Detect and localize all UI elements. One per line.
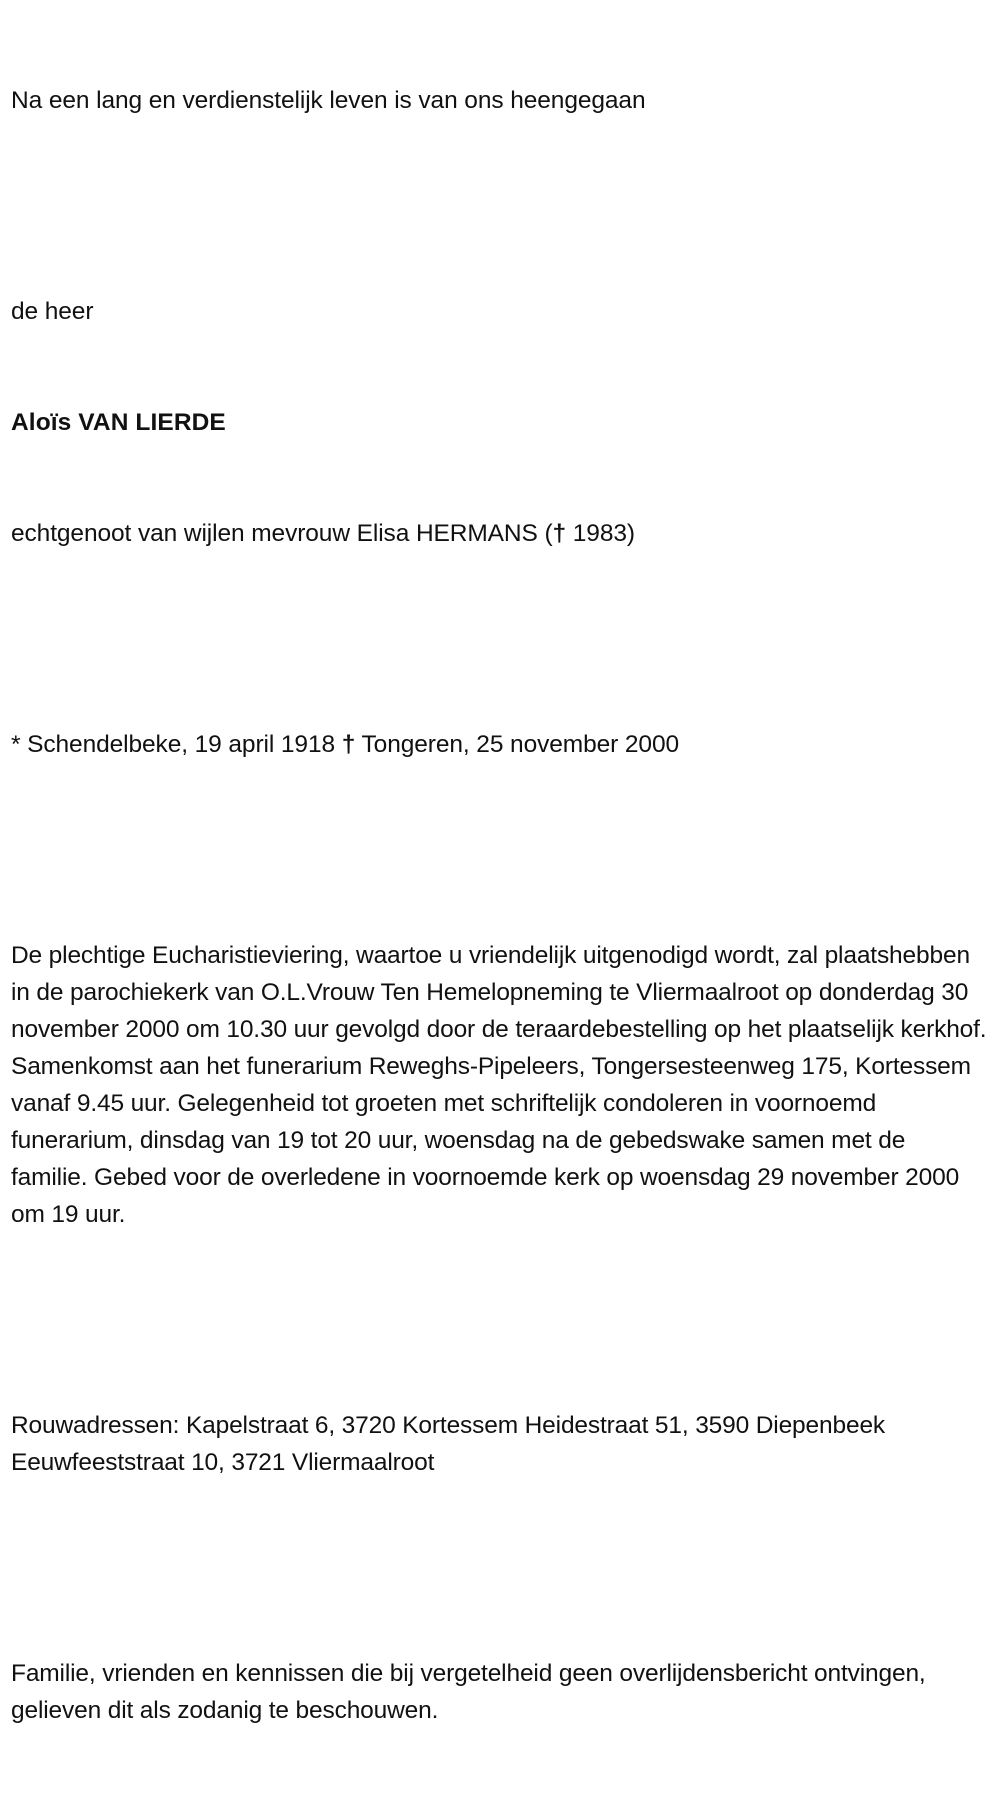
mourning-addresses-text: Rouwadressen: Kapelstraat 6, 3720 Kortessem Heidestraat 51, 3590 Diepenbeek Eeuwfeeststraat 10, 3721 Vliermaalroot: [11, 1412, 892, 1476]
death-info: Tongeren, 25 november 2000: [355, 731, 680, 758]
deceased-identity-block: [11, 219, 988, 626]
closing-text: Familie, vrienden en kennissen die bij vergetelheid geen overlijdensbericht ontvingen, gelieven dit als zodanig te beschouwen.: [11, 1660, 933, 1724]
dates-line: [11, 726, 988, 763]
deceased-name: Aloïs VAN LIERDE: [11, 409, 226, 436]
service-details-paragraph: [11, 863, 994, 1307]
salutation-line: de heer: [11, 298, 94, 325]
spouse-line-suffix: 1983): [566, 520, 635, 547]
service-details-text: De plechtige Eucharistieviering, waartoe u vriendelijk uitgenodigd wordt, zal plaatshebben in de parochiekerk van O.L.Vrouw Ten Hemelopneming te Vliermaalroot op donderdag 30 november 2000 om 10.30 uur gevolgd door de teraardebestelling op het plaatselijk kerkhof. Samenkomst aan het funerarium Reweghs-Pipeleers, Tongersesteenweg 175, Kortessem vanaf 9.45 uur. Gelegenheid tot groeten met schriftelijk condoleren in voornoemd funerarium, dinsdag van 19 tot 20 uur, woensdag na de gebedswake samen met de familie. Gebed voor de overledene in voornoemde kerk op woensdag 29 november 2000 om 19 uur.: [11, 942, 994, 1228]
birth-info: * Schendelbeke, 19 april 1918: [11, 731, 342, 758]
intro-line: Na een lang en verdienstelijk leven is van ons heengegaan: [11, 87, 646, 114]
dagger-icon: †: [341, 731, 356, 758]
closing-paragraph: [11, 1581, 988, 1803]
spouse-line-prefix: echtgenoot van wijlen mevrouw Elisa HERMANS (: [11, 520, 553, 547]
birth-death-dates-line: [11, 652, 988, 837]
dagger-icon: †: [552, 520, 567, 547]
spouse-line: [11, 515, 988, 552]
mourning-addresses-paragraph: [11, 1333, 988, 1555]
intro-paragraph: [11, 8, 988, 193]
